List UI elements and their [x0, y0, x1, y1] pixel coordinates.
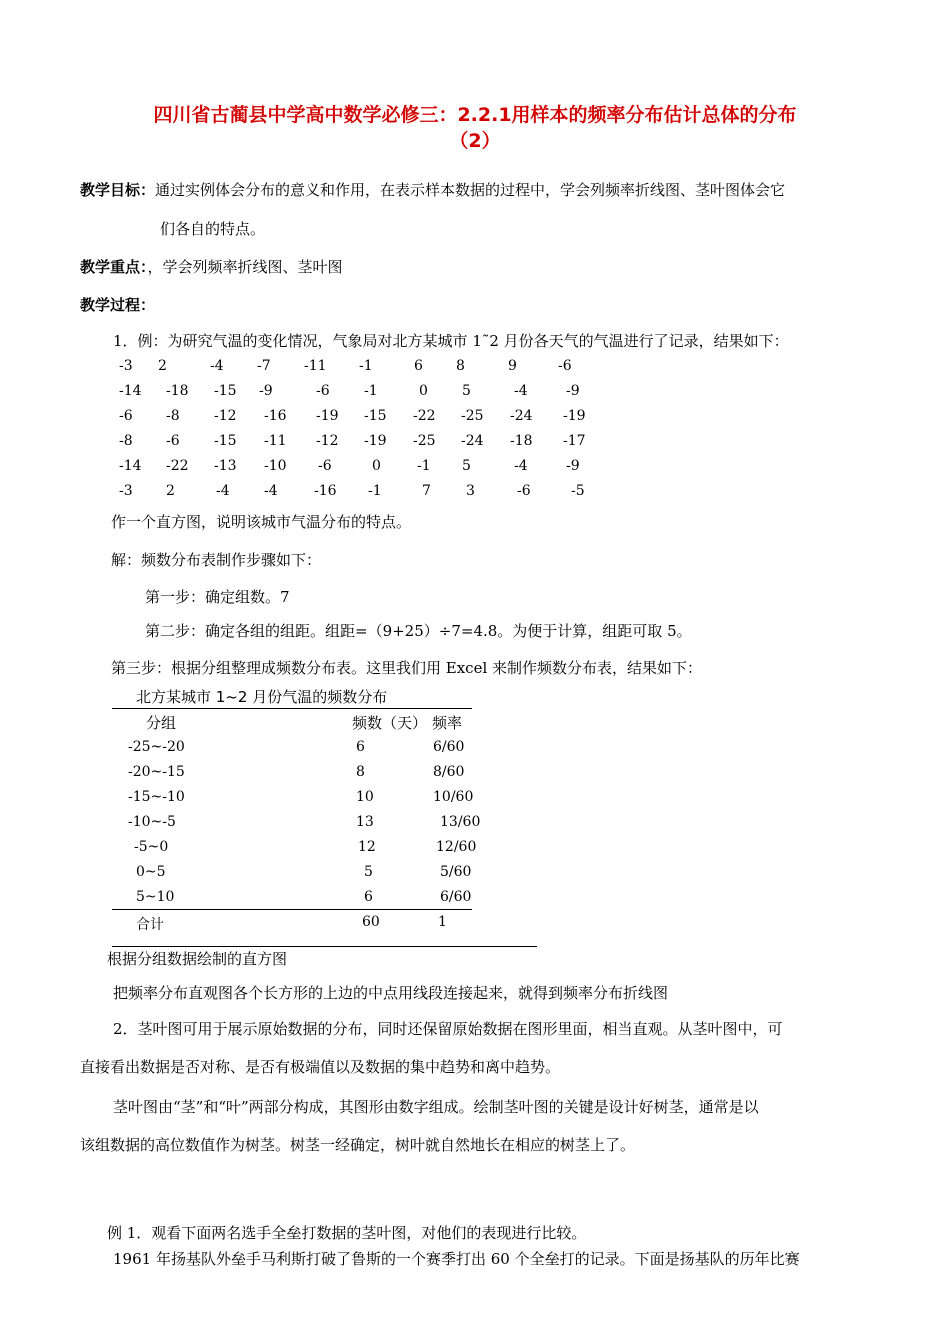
table-cell: 6/60 — [440, 889, 472, 905]
step-2: 第二步：确定各组的组距。组距=（9+25）÷7=4.8。为便于计算，组距可取 5。 — [145, 622, 692, 640]
data-cell: 2 — [166, 483, 175, 499]
example1-task: 作一个直方图，说明该城市气温分布的特点。 — [111, 513, 412, 531]
data-cell: -19 — [364, 433, 387, 449]
data-cell: -9 — [566, 383, 580, 399]
data-cell: -15 — [214, 433, 237, 449]
data-cell: -9 — [259, 383, 273, 399]
histogram-note: 根据分组数据绘制的直方图 — [107, 950, 288, 968]
data-cell: -1 — [364, 383, 378, 399]
data-cell: -8 — [119, 433, 133, 449]
data-cell: -16 — [264, 408, 287, 424]
data-cell: -19 — [563, 408, 586, 424]
table-cell: 13/60 — [440, 814, 481, 830]
page-title: 四川省古蔺县中学高中数学必修三：2.2.1用样本的频率分布估计总体的分布 — [153, 104, 797, 126]
table-cell: -10~-5 — [128, 814, 176, 830]
step-1: 第一步：确定组数。7 — [145, 588, 290, 606]
data-cell: -16 — [314, 483, 337, 499]
data-cell: -12 — [214, 408, 237, 424]
data-cell: -18 — [510, 433, 533, 449]
table-cell: 6 — [364, 889, 373, 905]
data-cell: -4 — [210, 358, 224, 374]
data-cell: -14 — [119, 383, 142, 399]
table-total-rule — [112, 909, 472, 910]
data-cell: 6 — [414, 358, 423, 374]
data-cell: -24 — [510, 408, 533, 424]
stem-leaf-paragraph-1: 2．茎叶图可用于展示原始数据的分布，同时还保留原始数据在图形里面，相当直观。从茎叶图中，可 — [113, 1020, 783, 1038]
table-cell: 8/60 — [433, 764, 465, 780]
key-points-label: 教学重点： — [80, 258, 148, 276]
page-title-continued: （2） — [449, 130, 501, 152]
stem-leaf-paragraph-2: 茎叶图由“茎”和“叶”两部分构成，其图形由数字组成。绘制茎叶图的关键是设计好树茎，通常是以 — [113, 1098, 759, 1116]
data-cell: 7 — [422, 483, 431, 499]
data-cell: 2 — [158, 358, 167, 374]
data-cell: -3 — [119, 358, 133, 374]
data-cell: -6 — [166, 433, 180, 449]
goals-paragraph — [80, 179, 785, 200]
data-cell: -10 — [264, 458, 287, 474]
table-cell: 0~5 — [136, 864, 166, 880]
table-cell: 10 — [356, 789, 374, 805]
table-cell: 8 — [356, 764, 365, 780]
example2-text: 1961 年扬基队外垒手马利斯打破了鲁斯的一个赛季打出 60 个全垒打的记录。下面是扬基队的历年比赛 — [113, 1250, 800, 1268]
table-cell: 12/60 — [436, 839, 477, 855]
data-cell: -12 — [316, 433, 339, 449]
data-cell: -4 — [264, 483, 278, 499]
goals-text: 通过实例体会分布的意义和作用，在表示样本数据的过程中，学会列频率折线图、茎叶图体会它 — [155, 181, 786, 199]
data-cell: -6 — [517, 483, 531, 499]
goals-text-continued: 们各自的特点。 — [160, 220, 266, 238]
table-title: 北方某城市 1~2 月份气温的频数分布 — [136, 688, 388, 706]
data-cell: -18 — [166, 383, 189, 399]
table-cell: 60 — [362, 914, 380, 930]
data-cell: -1 — [417, 458, 431, 474]
data-cell: 5 — [462, 458, 471, 474]
data-cell: -11 — [264, 433, 287, 449]
table-cell: 6 — [356, 739, 365, 755]
table-cell: 1 — [438, 914, 447, 930]
data-cell: -7 — [257, 358, 271, 374]
table-cell: -20~-15 — [128, 764, 185, 780]
column-header-group: 分组 — [146, 714, 177, 732]
table-cell: -25~-20 — [128, 739, 185, 755]
data-cell: -4 — [216, 483, 230, 499]
data-cell: -17 — [563, 433, 586, 449]
data-cell: -22 — [166, 458, 189, 474]
example1-intro: 1．例：为研究气温的变化情况，气象局对北方某城市 1˜2 月份各天气的气温进行了记录，结果如下： — [113, 332, 789, 350]
table-cell: 5 — [364, 864, 373, 880]
step-3: 第三步：根据分组整理成频数分布表。这里我们用 Excel 来制作频数分布表，结果如下： — [111, 659, 703, 677]
stem-leaf-paragraph-1-continued: 直接看出数据是否对称、是否有极端值以及数据的集中趋势和离中趋势。 — [80, 1058, 561, 1076]
table-cell: 13 — [356, 814, 374, 830]
data-cell: -19 — [316, 408, 339, 424]
data-cell: -4 — [514, 458, 528, 474]
data-cell: -8 — [166, 408, 180, 424]
data-cell: -1 — [359, 358, 373, 374]
table-cell: 5/60 — [440, 864, 472, 880]
data-cell: -25 — [461, 408, 484, 424]
data-cell: -6 — [119, 408, 133, 424]
table-top-rule — [112, 708, 472, 709]
goals-label: 教学目标： — [80, 181, 156, 199]
data-cell: 3 — [466, 483, 475, 499]
data-cell: 5 — [462, 383, 471, 399]
key-points-text: ，学会列频率折线图、茎叶图 — [147, 258, 343, 276]
data-cell: -5 — [571, 483, 585, 499]
column-header-frequency: 频率 — [432, 714, 463, 732]
solution-intro: 解：频数分布表制作步骤如下： — [111, 551, 322, 569]
table-cell: 5~10 — [136, 889, 175, 905]
data-cell: -6 — [316, 383, 330, 399]
data-cell: 9 — [508, 358, 517, 374]
data-cell: -15 — [364, 408, 387, 424]
data-cell: 0 — [372, 458, 381, 474]
data-cell: -11 — [304, 358, 327, 374]
stem-leaf-paragraph-2-continued: 该组数据的高位数值作为树茎。树茎一经确定，树叶就自然地长在相应的树茎上了。 — [80, 1136, 636, 1154]
data-cell: -15 — [214, 383, 237, 399]
data-cell: -3 — [119, 483, 133, 499]
data-cell: -4 — [514, 383, 528, 399]
table-cell: -5~0 — [134, 839, 169, 855]
data-cell: -9 — [566, 458, 580, 474]
key-points-paragraph — [80, 256, 343, 277]
data-cell: -25 — [413, 433, 436, 449]
table-cell: 6/60 — [433, 739, 465, 755]
table-cell: 12 — [358, 839, 376, 855]
data-cell: -14 — [119, 458, 142, 474]
example2-intro: 例 1．观看下面两名选手全垒打数据的茎叶图，对他们的表现进行比较。 — [107, 1224, 587, 1242]
process-label: 教学过程： — [80, 296, 156, 314]
data-cell: -6 — [558, 358, 572, 374]
table-cell: 合计 — [136, 917, 164, 933]
table-cell: 10/60 — [433, 789, 474, 805]
data-cell: -22 — [413, 408, 436, 424]
data-cell: 0 — [419, 383, 428, 399]
data-cell: -24 — [461, 433, 484, 449]
table-cell: -15~-10 — [128, 789, 185, 805]
table-bottom-rule — [112, 946, 537, 947]
data-cell: -13 — [214, 458, 237, 474]
data-cell: 8 — [456, 358, 465, 374]
data-cell: -1 — [368, 483, 382, 499]
data-cell: -6 — [318, 458, 332, 474]
column-header-count: 频数（天） — [352, 714, 428, 732]
polyline-note: 把频率分布直观图各个长方形的上边的中点用线段连接起来，就得到频率分布折线图 — [113, 984, 669, 1002]
